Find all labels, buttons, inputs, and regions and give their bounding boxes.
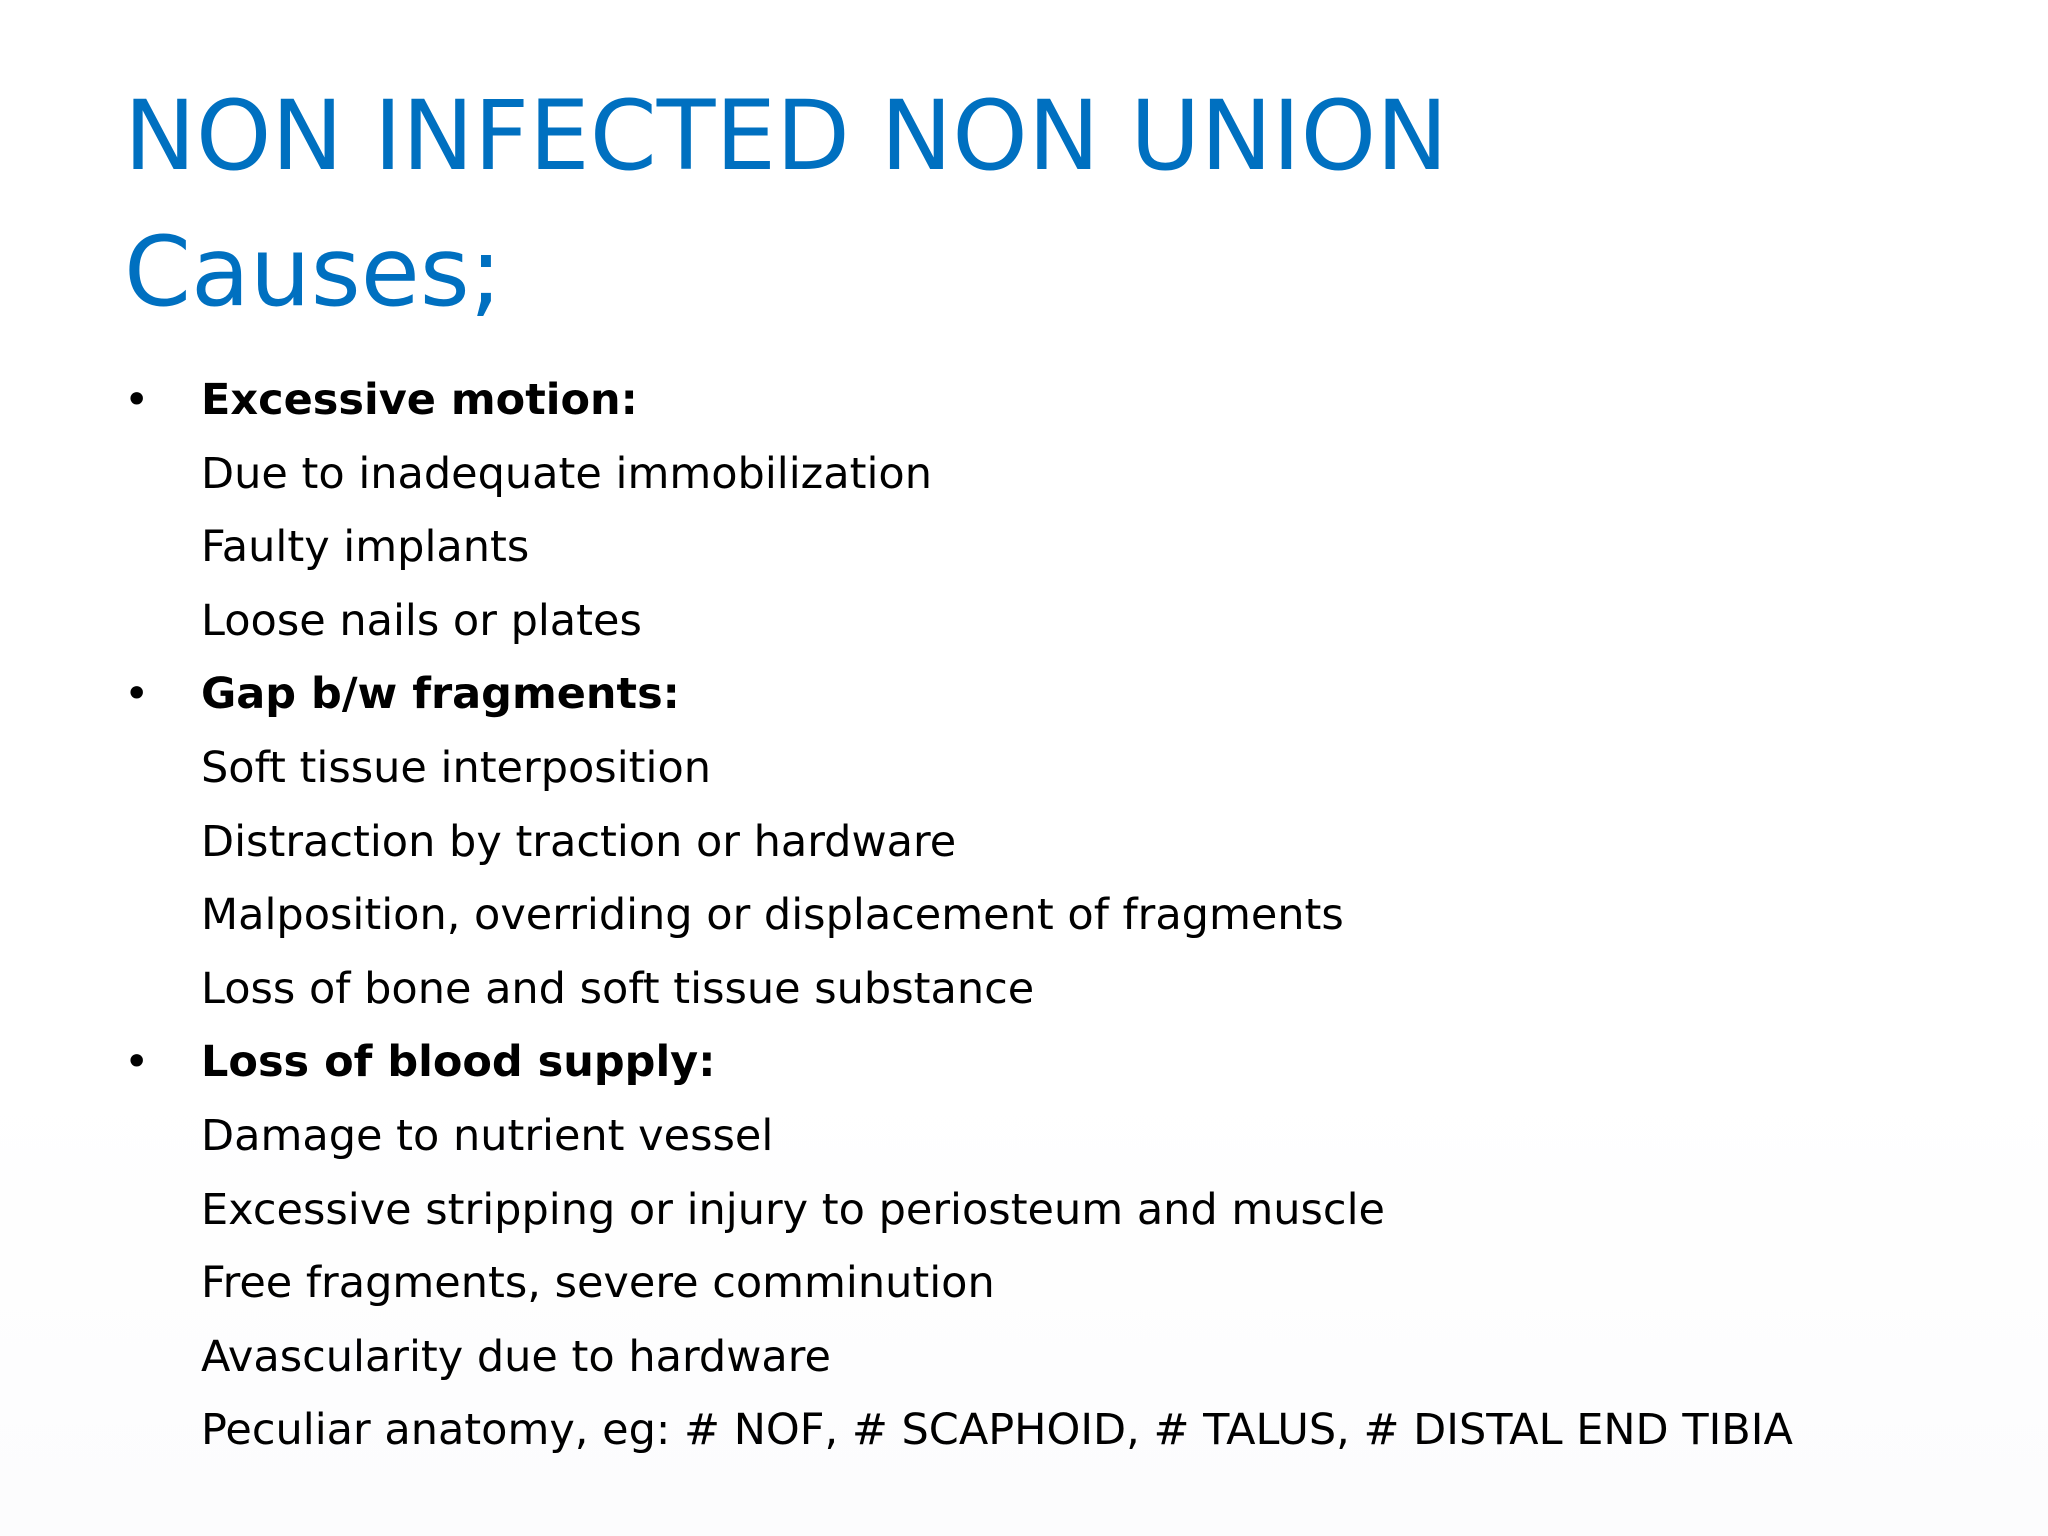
- title-line-2: Causes;: [124, 216, 503, 328]
- cause-item: Damage to nutrient vessel: [201, 1110, 774, 1161]
- cause-group-loss-of-blood-supply: [124, 1026, 1974, 1468]
- cause-item: Due to inadequate immobilization: [201, 448, 932, 499]
- cause-item: Faulty implants: [201, 522, 530, 573]
- cause-heading-text: Loss of blood supply:: [201, 1037, 716, 1088]
- cause-item: Malposition, overriding or displacement of fragments: [201, 890, 1344, 941]
- cause-item: Peculiar anatomy, eg: # NOF, # SCAPHOID, # TALUS, # DISTAL END TIBIA: [201, 1405, 1793, 1456]
- cause-group-gap-between-fragments: [124, 658, 1974, 1026]
- cause-heading: [124, 1026, 1974, 1100]
- cause-item: Distraction by traction or hardware: [201, 816, 957, 867]
- cause-group-excessive-motion: [124, 364, 1974, 658]
- cause-item: Avascularity due to hardware: [201, 1331, 831, 1382]
- cause-heading: [124, 364, 1974, 438]
- cause-heading: [124, 658, 1974, 732]
- bullet-icon: •: [124, 669, 150, 720]
- cause-heading-text: Excessive motion:: [201, 375, 638, 425]
- slide-title: [124, 68, 1924, 340]
- title-line-1: NON INFECTED NON UNION: [124, 80, 1448, 192]
- cause-item: Loose nails or plates: [201, 595, 642, 646]
- causes-list: [124, 364, 1974, 1468]
- bullet-icon: •: [124, 1037, 150, 1088]
- cause-item: Loss of bone and soft tissue substance: [201, 963, 1035, 1014]
- cause-heading-text: Gap b/w fragments:: [201, 669, 680, 720]
- bullet-icon: •: [124, 375, 150, 425]
- cause-item: Excessive stripping or injury to periosteum and muscle: [201, 1184, 1385, 1235]
- cause-item: Free fragments, severe comminution: [201, 1258, 995, 1309]
- cause-item: Soft tissue interposition: [201, 742, 712, 793]
